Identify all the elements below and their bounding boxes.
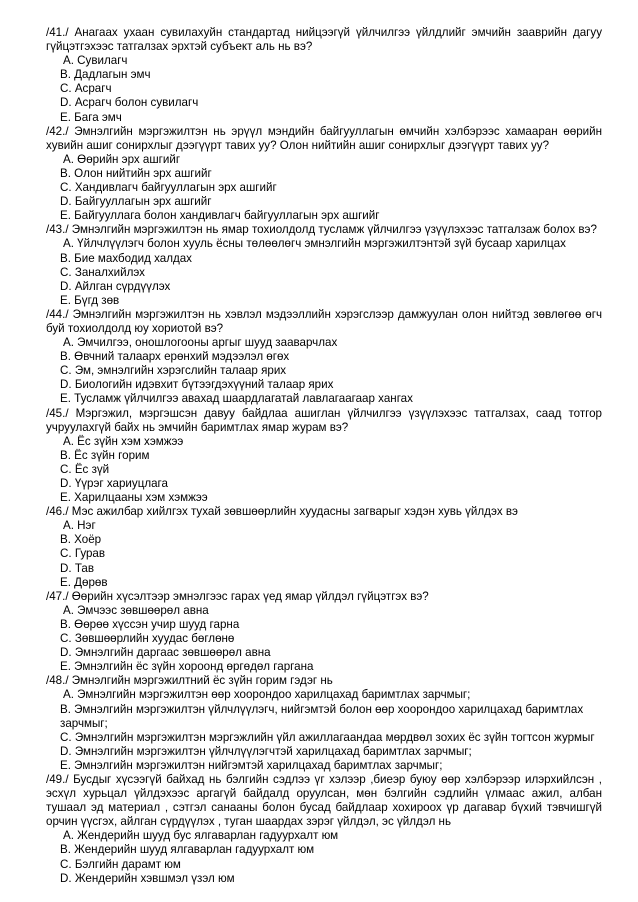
answer-option: D. Байгууллагын эрх ашгийг <box>60 195 212 209</box>
question-text: /41./ Анагаах ухаан сувилахуйн стандартад нийцээгүй үйлчилгээ үйлдлийг эмчийн зааврийн дагуу гүйцэтгэхээс татгалзах эрхтэй субъект аль нь вэ? <box>46 26 602 54</box>
answer-option: D. Жендерийн хэвшмэл үзэл юм <box>60 871 235 885</box>
answer-option: A. Эмчилгээ, оношлогооны аргыг шууд зааварчлах <box>63 336 338 350</box>
answer-option: A. Жендерийн шууд бус ялгаварлан гадуурхалт юм <box>63 829 339 843</box>
answer-option: E. Эмнэлгийн ёс зүйн хороонд өргөдөл гаргана <box>60 660 314 674</box>
answer-option: C. Ёс зүй <box>60 462 110 476</box>
answer-option: B. Хоёр <box>60 533 102 547</box>
answer-option: A. Эмнэлгийн мэргэжилтэн өөр хоорондоо харилцахад баримтлах зарчмыг; <box>63 688 471 702</box>
question-text: /49./ Бусдыг хүсээгүй байхад нь бэлгийн сэдлээ үг хэлээр ,биеэр буюу өөр хэлбэрээр илэрхийлсэн , эсхүл хурьцал үйлдэхээс аргагүй байдалд оруулсан, мөн бэлгийн сэдлийн үлмаас ажил, албан тушаал эд материал , сэтгэл санааны болон бусад байдлаар хохироох үр дагавар бүхий тэвчишгүй орчин үүсгэх, айлган сүрдүүлэх , туган шаардах зэрэг үйлдэл, эс үйлдэл нь <box>46 772 602 829</box>
answer-option: B. Эмнэлгийн мэргэжилтэн үйлчлүүлэгч, нийгэмтэй болон өөр хоорондоо харилцахад баримтлах зарчмыг; <box>60 702 584 730</box>
answer-option: D. Эмнэлгийн даргаас зөвшөөрөл авна <box>60 646 271 660</box>
question-block <box>46 308 602 407</box>
answer-option: C. Эм, эмнэлгийн хэрэгслийн талаар ярих <box>60 364 287 378</box>
question-text: /47./ Өөрийн хүсэлтээр эмнэлгээс гарах үед ямар үйлдэл гүйцэтгэх вэ? <box>46 589 429 603</box>
answer-option: C. Асрагч <box>60 82 112 96</box>
answer-option: C. Бэлгийн дарамт юм <box>60 857 181 871</box>
question-block <box>46 223 602 308</box>
question-block <box>46 674 602 773</box>
answer-option: B. Олон нийтийн эрх ашгийг <box>60 166 212 180</box>
answer-option: D. Үүрэг хариуцлага <box>60 477 168 490</box>
question-block <box>46 505 602 590</box>
answer-option: B. Бие махбодид халдах <box>60 251 192 265</box>
question-text: /43./ Эмнэлгийн мэргэжилтэн нь ямар тохиолдолд тусламж үйлчилгээ үзүүлэхээс татгалзаж болох вэ? <box>46 223 597 237</box>
answer-option: E. Бага эмч <box>60 110 122 124</box>
answer-option: D. Эмнэлгийн мэргэжилтэн үйлчлүүлэгчтэй харилцахад баримтлах зарчмыг; <box>60 744 472 758</box>
answer-option: C. Эмнэлгийн мэргэжилтэн мэргэжлийн үйл ажиллагаандаа мөрдвөл зохих ёс зүйн тогтсон журмыг <box>60 730 595 744</box>
question-block <box>46 590 602 675</box>
answer-option: C. Зөвшөөрлийн хуудас бөглөнө <box>60 632 235 646</box>
question-block <box>46 407 602 506</box>
answer-option: A. Эмчээс зөвшөөрөл авна <box>63 603 209 617</box>
answer-option: A. Үйлчлүүлэгч болон хууль ёсны төлөөлөгч эмнэлгийн мэргэжилтэнтэй зүй бусаар харилцах <box>63 237 566 251</box>
answer-option: C. Хандивлагч байгууллагын эрх ашгийг <box>60 181 277 195</box>
question-block <box>46 125 602 224</box>
answer-option: D. Айлган сүрдүүлэх <box>60 279 171 293</box>
answer-option: A. Ёс зүйн хэм хэмжээ <box>63 434 184 448</box>
answer-option: B. Ёс зүйн горим <box>60 448 150 462</box>
answer-option: A. Нэг <box>63 519 96 533</box>
answer-option: E. Бүгд зөв <box>60 293 120 307</box>
answer-option: D. Биологийн идэвхит бүтээгдэхүүний талаар ярих <box>60 378 334 392</box>
answer-option: A. Өөрийн эрх ашгийг <box>63 152 181 166</box>
answer-option: D. Асрагч болон сувилагч <box>60 96 199 110</box>
question-text: /46./ Мэс ажилбар хийлгэх тухай зөвшөөрлийн хуудасны загварыг хэдэн хувь үйлдэх вэ <box>46 505 518 519</box>
answer-option: E. Дөрөв <box>60 575 108 589</box>
answer-option: B. Өвчний талаарх ерөнхий мэдээлэл өгөх <box>60 350 290 364</box>
question-block <box>46 26 602 125</box>
answer-option: E. Байгууллага болон хандивлагч байгууллагын эрх ашгийг <box>60 209 380 223</box>
question-text: /48./ Эмнэлгийн мэргэжилтний ёс зүйн горим гэдэг нь <box>46 674 333 688</box>
answer-option: B. Өөрөө хүссэн учир шууд гарна <box>60 617 240 631</box>
question-block <box>46 773 602 886</box>
answer-option: E. Тусламж үйлчилгээ авахад шаардлагатай лавлагаагаар хангах <box>60 392 413 406</box>
answer-option: A. Сувилагч <box>63 54 128 68</box>
answer-option: C. Гурав <box>60 547 106 561</box>
question-text: /42./ Эмнэлгийн мэргэжилтэн нь эрүүл мэндийн байгууллагын өмчийн хэлбэрээс хамааран өөрийн хувийн ашиг сонирхлыг дээгүүрт тавих уу? Олон нийтийн ашиг сонирхлыг дээгүүрт тавих уу? <box>46 124 602 152</box>
answer-option: B. Дадлагын эмч <box>60 68 151 82</box>
document-page <box>46 26 602 886</box>
answer-option: C. Заналхийлэх <box>60 265 145 279</box>
question-text: /44./ Эмнэлгийн мэргэжилтэн нь хэвлэл мэдээллийн хэрэгслээр дамжуулан олон нийтэд зөвлөгөө өгч буй тохиолдолд юу хориотой вэ? <box>46 307 602 335</box>
answer-option: B. Жендерийн шууд ялгаварлан гадуурхалт юм <box>60 843 315 857</box>
answer-option: E. Харилцааны хэм хэмжээ <box>60 491 208 505</box>
question-text: /45./ Мэргэжил, мэргэшсэн давуу байдлаа ашиглан үйлчилгээ үзүүлэхээс татгалзах, саад тотгор учруулахгүй байх нь эмчийн баримтлах ямар журам вэ? <box>46 406 602 434</box>
answer-option: E. Эмнэлгийн мэргэжилтэн нийгэмтэй харилцахад баримтлах зарчмыг; <box>60 758 443 772</box>
answer-option: D. Тав <box>60 561 94 575</box>
